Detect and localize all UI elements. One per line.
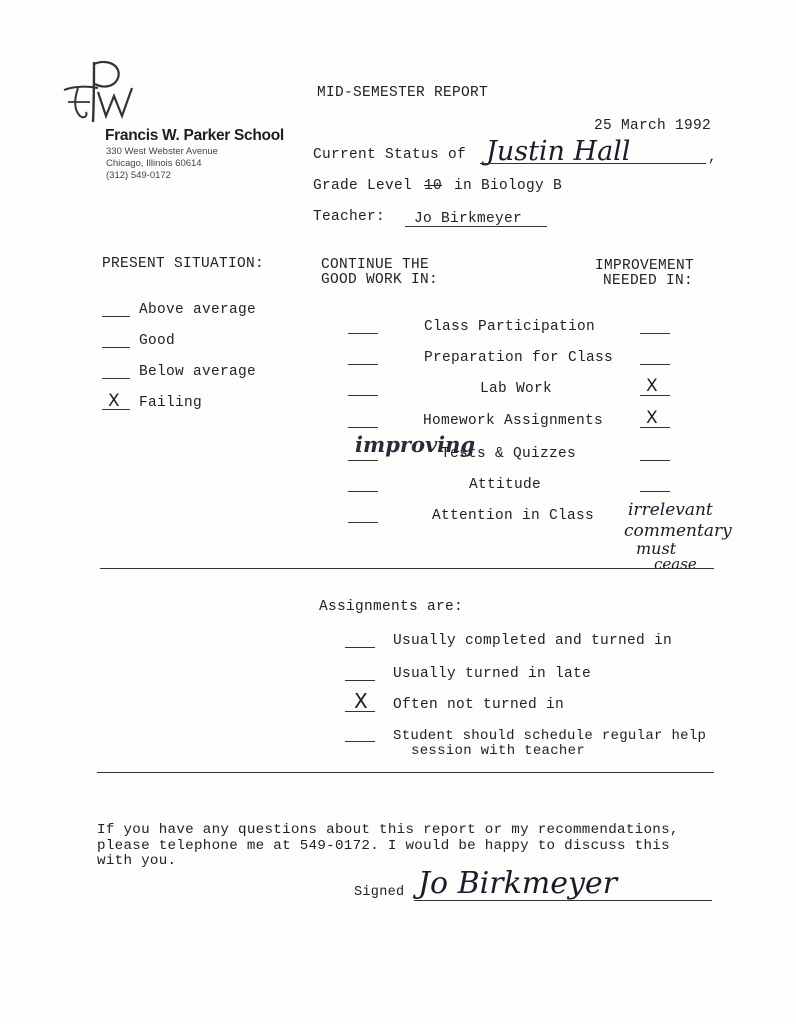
teacher-name: Jo Birkmeyer (414, 211, 523, 227)
status-comma: , (708, 150, 718, 166)
improve-heading-line2: NEEDED IN: (603, 273, 694, 289)
footer-text-line1: If you have any questions about this report or my recommendations, (97, 822, 679, 838)
student-name-handwritten: Justin Hall (486, 136, 631, 167)
criterion-label: Attitude (469, 477, 542, 493)
continue-heading-line2: GOOD WORK IN: (321, 272, 439, 288)
handwritten-attention-note-line2: commentary (624, 521, 732, 541)
improve-blank (640, 460, 670, 461)
student-name-line (480, 163, 706, 164)
teacher-name-line (405, 226, 547, 227)
handwritten-attention-note-line3: must (636, 539, 677, 558)
continue-blank (348, 395, 378, 396)
footer-text-line2: please telephone me at 549-0172. I would be happy to discuss this (97, 838, 670, 854)
continue-blank (348, 460, 378, 461)
option-label: Above average (139, 302, 257, 318)
improve-blank (640, 364, 670, 365)
continue-blank (348, 427, 378, 428)
criterion-label: Class Participation (424, 319, 596, 335)
checkbox-blank (102, 378, 130, 379)
option-label: Below average (139, 364, 257, 380)
checkbox-blank (102, 316, 130, 317)
present-situation-heading: PRESENT SITUATION: (102, 256, 265, 272)
footer-text-line3: with you. (97, 853, 177, 869)
criterion-label: Lab Work (480, 381, 553, 397)
school-phone: (312) 549-0172 (106, 170, 171, 181)
improve-blank (640, 491, 670, 492)
handwritten-attention-note-line1: irrelevant (628, 500, 713, 520)
school-address-city: Chicago, Illinois 60614 (106, 158, 202, 169)
option-label: Good (139, 333, 176, 349)
option-label: Usually completed and turned in (393, 633, 673, 649)
option-label: Failing (139, 395, 203, 411)
continue-blank (348, 364, 378, 365)
report-title: MID-SEMESTER REPORT (317, 85, 489, 101)
school-name: Francis W. Parker School (105, 127, 284, 144)
criterion-label: Preparation for Class (424, 350, 614, 366)
option-label: Often not turned in (393, 697, 565, 713)
section-divider-bottom (97, 772, 714, 773)
improve-mark: X (646, 408, 658, 428)
school-address-street: 330 West Webster Avenue (106, 146, 218, 157)
current-status-label: Current Status of (313, 147, 467, 163)
teacher-label: Teacher: (313, 209, 386, 225)
improve-heading-line1: IMPROVEMENT (595, 258, 695, 274)
help-session-line1: Student should schedule regular help (393, 728, 707, 744)
improve-blank (640, 333, 670, 334)
grade-level-value: 10 (424, 178, 443, 194)
handwritten-attention-note-line4: cease (654, 555, 697, 573)
grade-level-label: Grade Level (313, 178, 413, 194)
continue-blank (348, 522, 378, 523)
signed-label: Signed (354, 885, 405, 900)
school-monogram-logo (60, 56, 142, 128)
assignments-heading: Assignments are: (319, 599, 464, 615)
check-mark: X (354, 689, 368, 713)
improve-mark: X (646, 376, 658, 396)
course-text: in Biology B (454, 178, 563, 194)
criterion-label: Tests & Quizzes (441, 446, 577, 462)
continue-heading-line1: CONTINUE THE (321, 257, 430, 273)
checkbox-blank (345, 647, 375, 648)
criterion-label: Attention in Class (432, 508, 595, 524)
signature-line (414, 900, 712, 901)
section-divider-top (100, 568, 714, 569)
check-mark: X (108, 391, 120, 411)
option-label: Usually turned in late (393, 666, 592, 682)
report-date: 25 March 1992 (594, 118, 712, 134)
checkbox-blank (345, 680, 375, 681)
checkbox-blank (102, 347, 130, 348)
help-session-line2: session with teacher (411, 743, 586, 759)
checkbox-blank (345, 741, 375, 742)
continue-blank (348, 491, 378, 492)
continue-blank (348, 333, 378, 334)
teacher-signature: Jo Birkmeyer (418, 866, 618, 901)
criterion-label: Homework Assignments (423, 413, 604, 429)
handwritten-improving-note: improving (355, 432, 476, 457)
